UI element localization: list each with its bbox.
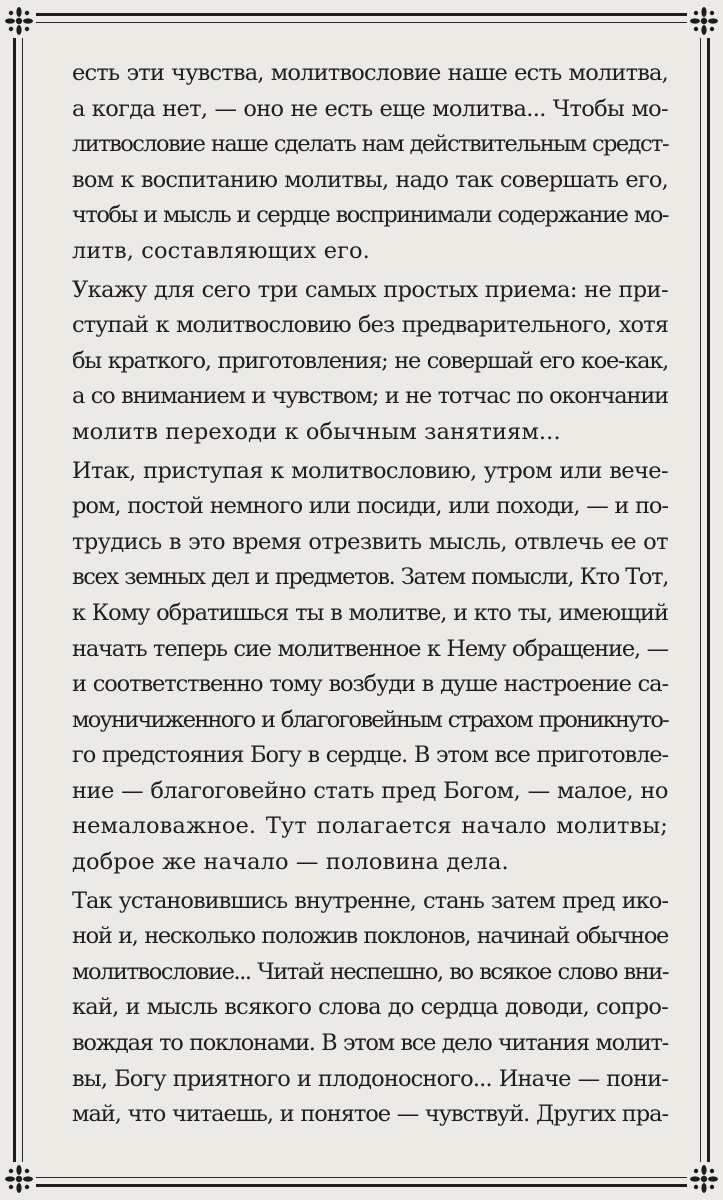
text-line: май, что читаешь, и понятое — чувствуй. Других пра- <box>72 1101 668 1128</box>
text-line: есть эти чувства, молитвословие наше есть молитва, <box>72 60 668 86</box>
text-line: а когда нет, — оно не есть еще молитва... Чтобы мо- <box>72 95 668 122</box>
text-line: кай, и мысль всякого слова до сердца доводи, сопро- <box>72 994 668 1021</box>
text-line: трудись в это время отрезвить мысль, отвлечь ее от <box>72 528 668 555</box>
fleuron-corner-icon <box>687 1162 721 1196</box>
text-line: а со вниманием и чувством; и не тотчас по окончании <box>72 383 668 410</box>
fleuron-corner-icon <box>2 1162 36 1196</box>
text-line: литвословие наше сделать нам действительным средст- <box>72 131 668 158</box>
text-line: вы, Богу приятного и плодоносного... Иначе — пони- <box>72 1065 668 1092</box>
text-line: и соответственно тому возбуди в душе настроение са- <box>72 671 668 698</box>
text-line: вождая то поклонами. В этом все дело читания молит- <box>72 1030 668 1057</box>
body-text <box>72 56 668 1133</box>
text-line: доброе же начало — половина дела. <box>72 849 509 876</box>
text-line-indented: Так установившись внутренне, стань затем пред ико- <box>72 887 668 914</box>
text-line: немаловажное. Тут полагается начало молитвы; <box>72 813 668 840</box>
text-line: ние — благоговейно стать пред Богом, — малое, но <box>72 777 668 804</box>
text-line: к Кому обратишься ты в молитве, и кто ты, имеющий <box>72 599 668 626</box>
text-line: литв, составляющих его. <box>72 237 370 264</box>
text-line: молитвословие... Читай неспешно, во всякое слово вни- <box>72 958 668 985</box>
text-line: начать теперь сие молитвенное к Нему обращение, — <box>72 635 668 662</box>
text-line: бы краткого, приготовления; не совершай его кое-как, <box>72 347 668 374</box>
text-line: всех земных дел и предметов. Затем помысли, Кто Тот, <box>72 564 668 591</box>
text-line: ром, постой немного или посиди, или походи, — и по- <box>72 493 668 520</box>
text-line: моуничиженного и благоговейным страхом проникнуто- <box>72 706 668 733</box>
text-line-indented: Укажу для сего три самых простых приема: не при- <box>72 276 668 303</box>
text-line: вом к воспитанию молитвы, надо так совершать его, <box>72 166 668 193</box>
text-line: ступай к молитвословию без предварительного, хотя <box>72 312 668 339</box>
text-line: молитв переходи к обычным занятиям... <box>72 418 561 445</box>
fleuron-corner-icon <box>2 4 36 38</box>
text-line: ной и, несколько положив поклонов, начинай обычное <box>72 923 668 950</box>
text-line: го предстояния Богу в сердце. В этом все приготовле- <box>72 742 668 769</box>
text-line-indented: Итак, приступая к молитвословию, утром или вече- <box>72 457 668 484</box>
fleuron-corner-icon <box>687 4 721 38</box>
text-line: чтобы и мысль и сердце воспринимали содержание мо- <box>72 202 668 229</box>
